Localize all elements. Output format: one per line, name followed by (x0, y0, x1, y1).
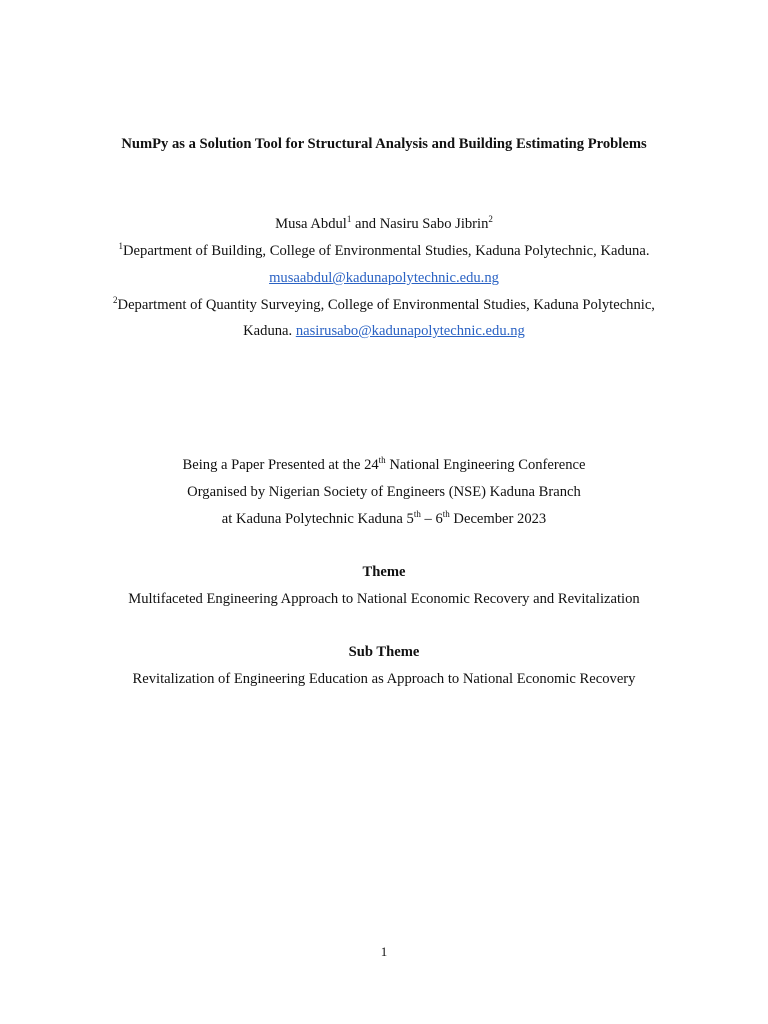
presentation-line-3-mid: – 6 (420, 511, 443, 527)
affiliation-1-email-line (0, 269, 768, 287)
author-1-affiliation-mark: 1 (346, 214, 352, 224)
affiliation-2-text: Department of Quantity Surveying, College of Environmental Studies, Kaduna Polytechnic, (117, 297, 655, 313)
affiliation-1-mark: 1 (118, 241, 123, 251)
presentation-line-3 (0, 510, 768, 528)
theme-text: Multifaceted Engineering Approach to National Economic Recovery and Revitalization (128, 591, 640, 607)
ordinal-suffix: th (442, 509, 450, 519)
affiliation-2 (0, 296, 768, 314)
presentation-line-1 (0, 456, 768, 474)
affiliation-2-text-cont: Kaduna. (243, 323, 296, 339)
email-link-author-1[interactable]: musaabdul@kadunapolytechnic.edu.ng (269, 270, 499, 286)
author-2-affiliation-mark: 2 (488, 214, 493, 224)
ordinal-suffix: th (378, 455, 386, 465)
sub-theme-heading: Sub Theme (348, 644, 420, 660)
ordinal-suffix: th (413, 509, 421, 519)
affiliation-1 (0, 242, 768, 260)
paper-title: NumPy as a Solution Tool for Structural Analysis and Building Estimating Problems (121, 136, 647, 152)
authors-line (0, 215, 768, 233)
sub-theme-text: Revitalization of Engineering Education as Approach to National Economic Recovery (132, 671, 636, 687)
author-2-name: Nasiru Sabo Jibrin (379, 216, 489, 232)
affiliation-1-text: Department of Building, College of Environmental Studies, Kaduna Polytechnic, Kaduna. (123, 243, 650, 259)
page-number: 1 (380, 944, 388, 959)
theme-heading: Theme (362, 564, 406, 580)
affiliation-2-continuation (0, 322, 768, 340)
presentation-line-2: Organised by Nigerian Society of Engineers (NSE) Kaduna Branch (187, 484, 581, 500)
presentation-line-1-suffix: National Engineering Conference (385, 457, 586, 473)
authors-conjunction: and (351, 216, 380, 232)
affiliation-2-mark: 2 (113, 295, 118, 305)
presentation-line-3-prefix: at Kaduna Polytechnic Kaduna 5 (221, 511, 414, 527)
author-1-name: Musa Abdul (275, 216, 347, 232)
presentation-line-1-prefix: Being a Paper Presented at the 24 (182, 457, 379, 473)
email-link-author-2[interactable]: nasirusabo@kadunapolytechnic.edu.ng (295, 323, 525, 339)
presentation-line-3-suffix: December 2023 (449, 511, 547, 527)
